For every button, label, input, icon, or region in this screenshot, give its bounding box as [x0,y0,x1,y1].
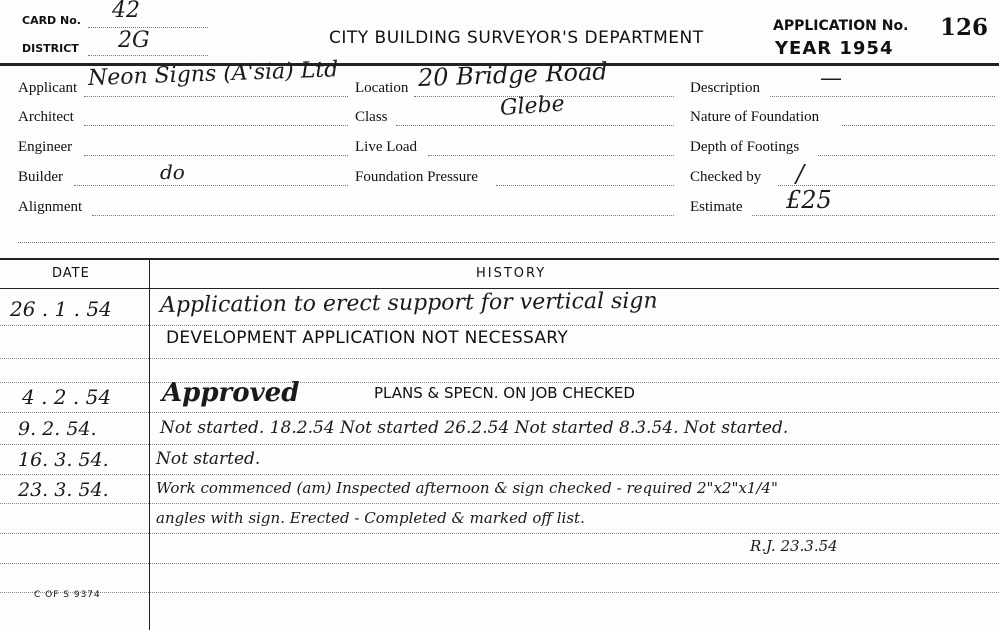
history-line [0,325,999,326]
date-column-header: DATE [52,266,90,281]
history-entry: Approved [162,378,300,408]
pressure-label: Foundation Pressure [355,169,478,185]
checked-value: / [796,160,805,188]
history-date: 26 . 1 . 54 [10,297,112,321]
architect-line [84,125,348,126]
depth-label: Depth of Footings [690,139,800,155]
liveload-line [428,155,674,156]
depth-line [818,155,995,156]
liveload-label: Live Load [355,139,418,155]
history-line [0,382,999,383]
nature-line [842,125,995,126]
builder-value: do [160,160,185,184]
applicant-line [84,96,348,97]
history-line [0,563,999,564]
card-no-label: CARD No. [22,14,81,27]
history-date: 4 . 2 . 54 [22,385,112,409]
class-line [396,125,674,126]
department-title: CITY BUILDING SURVEYOR'S DEPARTMENT [329,28,704,48]
history-entry: angles with sign. Erected - Completed & marked off list. [156,509,585,527]
year-label: YEAR 1954 [775,38,894,59]
history-entry: Not started. 18.2.54 Not started 26.2.54 Not started 8.3.54. Not started. [160,418,789,438]
builder-line [74,185,348,186]
district-underline [88,55,208,56]
checked-label: Checked by [690,169,762,185]
history-line [0,533,999,534]
history-line [0,503,999,504]
history-line [0,474,999,475]
engineer-line [84,155,348,156]
district-label: DISTRICT [22,42,79,55]
history-date: 16. 3. 54. [18,449,109,471]
history-line [0,358,999,359]
nature-label: Nature of Foundation [690,109,820,125]
card-no-value: 42 [112,0,140,23]
history-line [0,412,999,413]
history-entry: Application to erect support for vertical sign [159,288,658,318]
description-label: Description [690,80,760,96]
applicant-label: Applicant [18,80,78,96]
class-label: Class [355,109,388,125]
location-value: 20 Bridge Road [417,57,609,92]
development-stamp: DEVELOPMENT APPLICATION NOT NECESSARY [166,328,568,348]
estimate-label: Estimate [690,199,743,215]
field-blank-line [18,242,995,243]
engineer-label: Engineer [18,139,73,155]
description-line [770,96,995,97]
description-value: — [820,66,842,91]
application-no-label: APPLICATION No. [773,18,909,34]
inspector-signature: R.J. 23.3.54 [750,537,838,555]
alignment-line [92,215,674,216]
history-date: 23. 3. 54. [18,479,109,501]
plans-checked-stamp: PLANS & SPECN. ON JOB CHECKED [374,384,635,402]
history-entry: Work commenced (am) Inspected afternoon & sign checked - required 2"x2"x1/4" [156,479,778,497]
form-code: C OF S 9374 [34,590,101,600]
applicant-value: Neon Signs (A'sia) Ltd [87,57,339,91]
history-date: 9. 2. 54. [18,418,97,440]
history-line [0,592,999,593]
pressure-line [496,185,674,186]
estimate-line [752,215,995,216]
alignment-label: Alignment [18,199,83,215]
history-column-header: HISTORY [476,266,547,281]
history-line [0,444,999,445]
location-label: Location [355,80,409,96]
location-value-2: Glebe [499,91,566,121]
architect-label: Architect [18,109,74,125]
district-value: 2G [118,28,150,53]
estimate-value: £25 [786,186,832,214]
application-no-value: 126 [940,14,989,41]
builder-label: Builder [18,169,63,185]
history-entry: Not started. [156,449,261,469]
